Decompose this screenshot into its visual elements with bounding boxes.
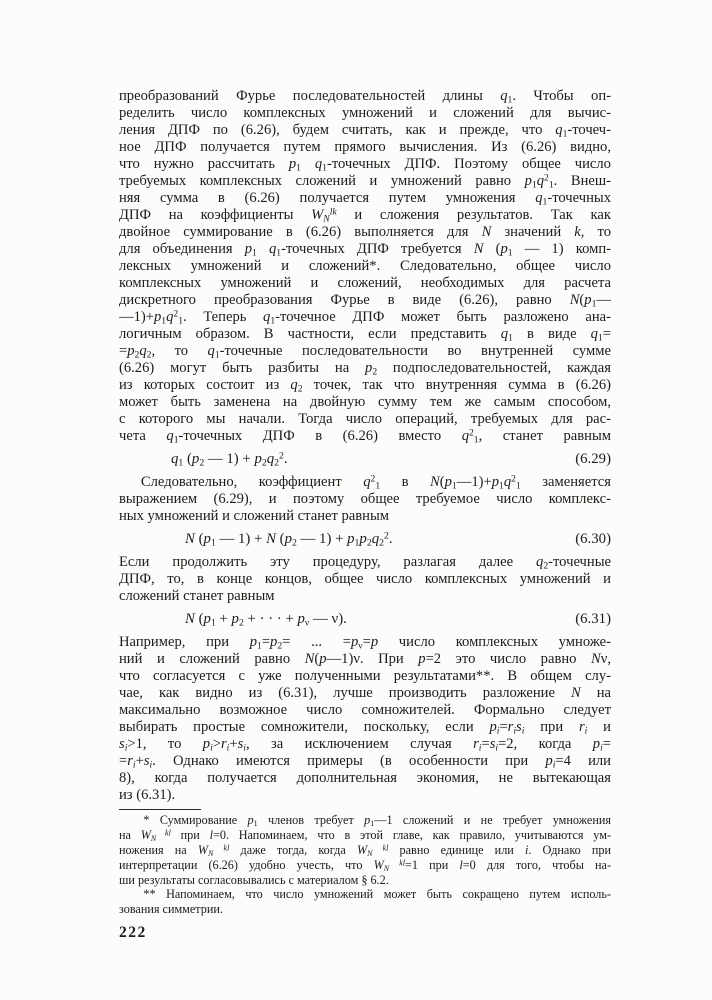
- text-line: выбирать простые сомножители, поскольку, если $p_i=r_is_i$ при $r_i$ и: [119, 719, 611, 736]
- page-number: 222: [119, 924, 147, 942]
- equation-6-30-expression: N ($p_1$ — 1) + N ($p_2$ — $1) + p_1p_2q_2^2$.: [185, 530, 393, 549]
- footnote-1: [119, 813, 611, 887]
- paragraph-3: [119, 554, 611, 605]
- text-line: с которого мы начали. Тогда число операций, требуемых для рас-: [119, 411, 611, 427]
- paragraph-1: [119, 88, 611, 445]
- text-line: ДПФ на коэффициенты $W_N^{lk}$ и сложения результатов. Так как: [119, 207, 611, 224]
- text-line: $—1)+p_1q^2_1$. Теперь $q_1$-точечное ДПФ может быть разложено ана-: [119, 309, 611, 326]
- text-line: для объединения $p_1$ $q_1$-точечных ДПФ требуется N ($p_1$ — 1) комп-: [119, 241, 611, 258]
- text-line: Если продолжить эту процедуру, разлагая далее $q_2$-точечные: [119, 554, 611, 571]
- text-line: ши результаты согласовывались с материалом § 6.2.: [119, 872, 389, 887]
- text-line: выражением (6.29), и поэтому общее требуемое число комплекс-: [119, 491, 611, 507]
- text-line: ных умножений и сложений станет равным: [119, 508, 390, 524]
- text-line: двойное суммирование в (6.26) выполняется для N значений k, то: [119, 224, 611, 240]
- text-line: ножения на $W_N$ $^{kl}$ даже тогда, когда $W_N$ $^{kl}$ равно единице или i. Однако при: [119, 842, 611, 858]
- footnote-2: [119, 887, 611, 917]
- equation-6-30: [119, 525, 611, 554]
- text-line: что согласуется с уже полученными результатами**. В общем слу-: [119, 668, 611, 684]
- text-line: чета $q_1$-точечных ДПФ в (6.26) вместо $q^2_1$, станет равным: [119, 428, 611, 445]
- text-line: из (6.31).: [119, 787, 176, 803]
- text-line: может быть заменена на двойную сумму тем же самым способом,: [119, 394, 611, 410]
- text-line: что нужно рассчитать $p_1$ $q_1$-точечных ДПФ. Поэтому общее число: [119, 156, 611, 173]
- text-line: на $W_N$ $^{kl}$ при l=0. Напоминаем, что в этой главе, как правило, учитываются ум-: [119, 827, 611, 843]
- equation-6-31: [119, 605, 611, 634]
- text-line: ределить число комплексных умножений и сложений для вычис-: [119, 105, 611, 121]
- text-line: сложений станет равным: [119, 588, 275, 604]
- text-line: ное ДПФ получается путем прямого вычисления. Из (6.26) видно,: [119, 139, 611, 155]
- footnote-separator: [119, 809, 201, 810]
- text-line: дискретного преобразования Фурье в виде (6.26), равно $N(p_1—$: [119, 292, 611, 309]
- text-line: преобразований Фурье последовательностей длины $q_1$. Чтобы оп-: [119, 88, 611, 105]
- equation-6-29: [119, 445, 611, 474]
- paragraph-2: [119, 474, 611, 525]
- text-line: ний и сложений равно N(p—1)ν. При p=2 это число равно Nν,: [119, 651, 611, 667]
- text-line: $=p_2q_2$, то $q_1$-точечные последовательности во внутренней сумме: [119, 343, 611, 360]
- text-line: чае, как видно из (6.31), лучше производить разложение N на: [119, 685, 611, 701]
- equation-6-30-number: (6.30): [575, 531, 611, 547]
- equation-6-31-number: (6.31): [575, 611, 611, 627]
- text-line: 8), когда получается дополнительная экономия, не вытекающая: [119, 770, 611, 786]
- text-line: Следовательно, коэффициент $q^2_1$ в $N(p_1—1)+p_1q^2_1$ заменяется: [119, 474, 611, 491]
- text-line: из которых состоит из $q_2$ точек, так что внутренняя сумма в (6.26): [119, 377, 611, 394]
- text-line: логичным образом. В частности, если представить $q_1$ в виде $q_1=$: [119, 326, 611, 343]
- text-line: (6.26) могут быть разбиты на $p_2$ подпоследовательностей, каждая: [119, 360, 611, 377]
- text-line: требуемых комплексных сложений и умножений равно $p_1q^2_1$. Внеш-: [119, 173, 611, 190]
- text-line: $=r_i+s_i$. Однако имеются примеры (в особенности при $p_i=4$ или: [119, 753, 611, 770]
- text-line: * Суммирование $p_1$ членов требует $p_1—1$ сложений и не требует умножения: [119, 813, 611, 828]
- text-block: [119, 88, 611, 942]
- text-line: максимально возможное число сомножителей. Формально следует: [119, 702, 611, 718]
- text-line: Например, при $p_1=p_2=$ ... $=p_\nu=p$ число комплексных умноже-: [119, 634, 611, 651]
- text-line: зования симметрии.: [119, 902, 223, 917]
- text-line: комплексных умножений и сложений, необходимых для расчета: [119, 275, 611, 291]
- text-line: ления ДПФ по (6.26), будем считать, как и прежде, что $q_1-точеч-$: [119, 122, 611, 139]
- equation-6-31-expression: N ($p_1 + p_2$ + · · · + $p_\nu$ — ν).: [185, 611, 347, 629]
- text-line: $s_i>1$, то $p_i>r_i+s_i$, за исключением случая $r_i=s_i=2$, когда $p_i=$: [119, 736, 611, 753]
- equation-6-29-expression: $q_1$ ($p_2$ — $1) + p_2q_2^2$.: [171, 450, 288, 469]
- text-line: лексных умножений и сложений*. Следовательно, общее число: [119, 258, 611, 274]
- equation-6-29-number: (6.29): [575, 451, 611, 467]
- text-line: интерпретации (6.26) удобно учесть, что $W_N$ $^{kl}$=1 при l=0 для того, чтобы на-: [119, 857, 611, 873]
- paragraph-4: [119, 634, 611, 804]
- text-line: няя сумма в (6.26) получается путем умножения $q_1$-точечных: [119, 190, 611, 207]
- text-line: ** Напоминаем, что число умножений может быть сокращено путем исполь-: [119, 887, 611, 902]
- text-line: ДПФ, то, в конце концов, общее число комплексных умножений и: [119, 571, 611, 587]
